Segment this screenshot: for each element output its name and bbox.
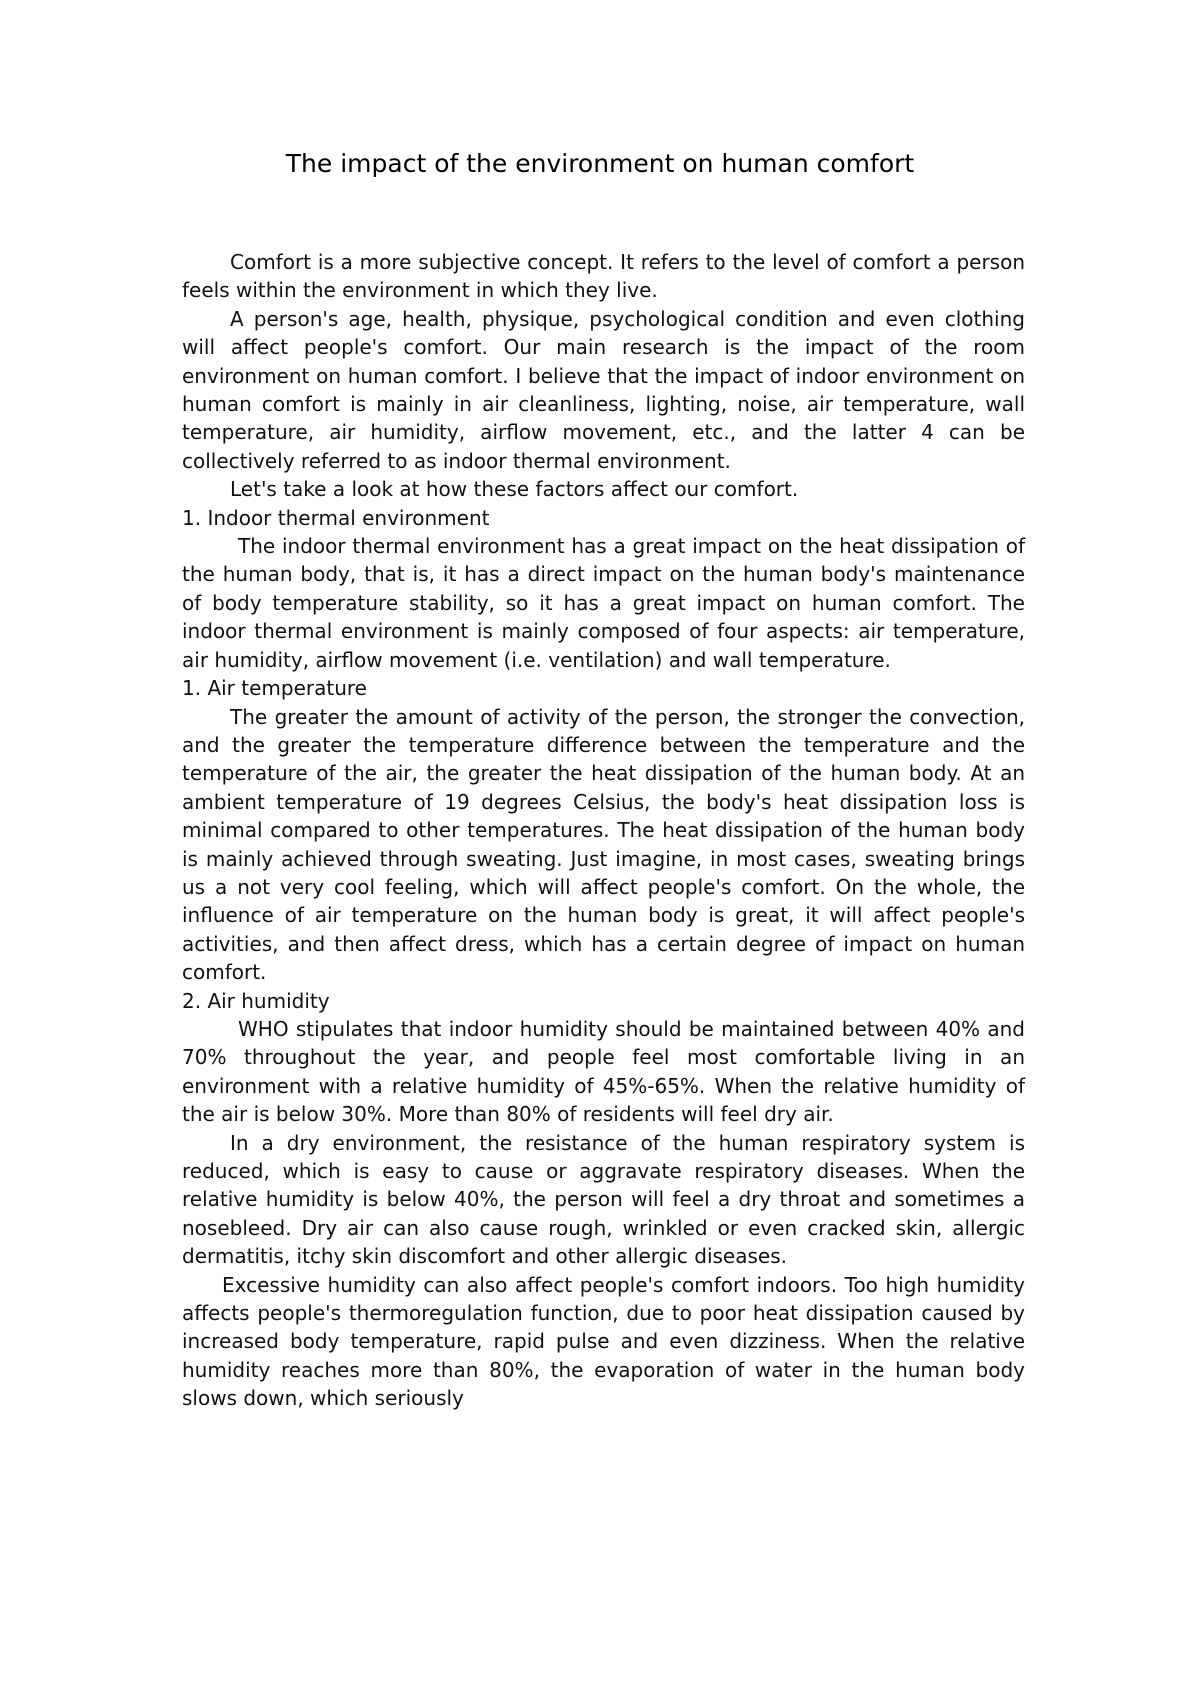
section-heading-indoor-thermal: 1. Indoor thermal environment	[182, 505, 490, 530]
document-title: The impact of the environment on human comfort	[285, 149, 915, 178]
paragraph-intro-factors: Let's take a look at how these factors affect our comfort.	[230, 477, 799, 502]
paragraph-influencing-factors: A person's age, health, physique, psychological condition and even clothing will affect people's comfort. Our main research is the impact of the room environment on human comfort. I believe that the impact of indoor environment on human comfort is mainly in air cleanliness, lighting, noise, air temperature, wall temperature, air humidity, airflow movement, etc., and the latter 4 can be collectively referred to as indoor thermal environment.	[182, 306, 1025, 473]
paragraph-dry-environment: In a dry environment, the resistance of the human respiratory system is reduced, which is easy to cause or aggravate respiratory diseases. When the relative humidity is below 40%, the person will feel a dry throat and sometimes a nosebleed. Dry air can also cause rough, wrinkled or even cracked skin, allergic dermatitis, itchy skin discomfort and other allergic diseases.	[182, 1130, 1025, 1269]
section-heading-air-temperature: 1. Air temperature	[182, 676, 367, 701]
document-body	[182, 248, 1025, 1413]
paragraph-excessive-humidity: Excessive humidity can also affect people's comfort indoors. Too high humidity affects people's thermoregulation function, due to poor heat dissipation caused by increased body temperature, rapid pulse and even dizziness. When the relative humidity reaches more than 80%, the evaporation of water in the human body slows down, which seriously	[182, 1272, 1025, 1411]
section-heading-air-humidity: 2. Air humidity	[182, 988, 330, 1013]
paragraph-indoor-thermal: The indoor thermal environment has a great impact on the heat dissipation of the human body, that is, it has a direct impact on the human body's maintenance of body temperature stability, so it has a great impact on human comfort. The indoor thermal environment is mainly composed of four aspects: air temperature, air humidity, airflow movement (i.e. ventilation) and wall temperature.	[182, 534, 1025, 672]
paragraph-comfort-definition: Comfort is a more subjective concept. It refers to the level of comfort a person feels within the environment in which they live.	[182, 250, 1025, 303]
paragraph-air-temperature: The greater the amount of activity of the person, the stronger the convection, and the greater the temperature difference between the temperature and the temperature of the air, the greater the heat dissipation of the human body. At an ambient temperature of 19 degrees Celsius, the body's heat dissipation loss is minimal compared to other temperatures. The heat dissipation of the human body is mainly achieved through sweating. Just imagine, in most cases, sweating brings us a not very cool feeling, which will affect people's comfort. On the whole, the influence of air temperature on the human body is great, it will affect people's activities, and then affect dress, which has a certain degree of impact on human comfort.	[182, 704, 1025, 985]
paragraph-who-humidity: WHO stipulates that indoor humidity should be maintained between 40% and 70% throughout the year, and people feel most comfortable living in an environment with a relative humidity of 45%-65%. When the relative humidity of the air is below 30%. More than 80% of residents will feel dry air.	[182, 1016, 1025, 1127]
